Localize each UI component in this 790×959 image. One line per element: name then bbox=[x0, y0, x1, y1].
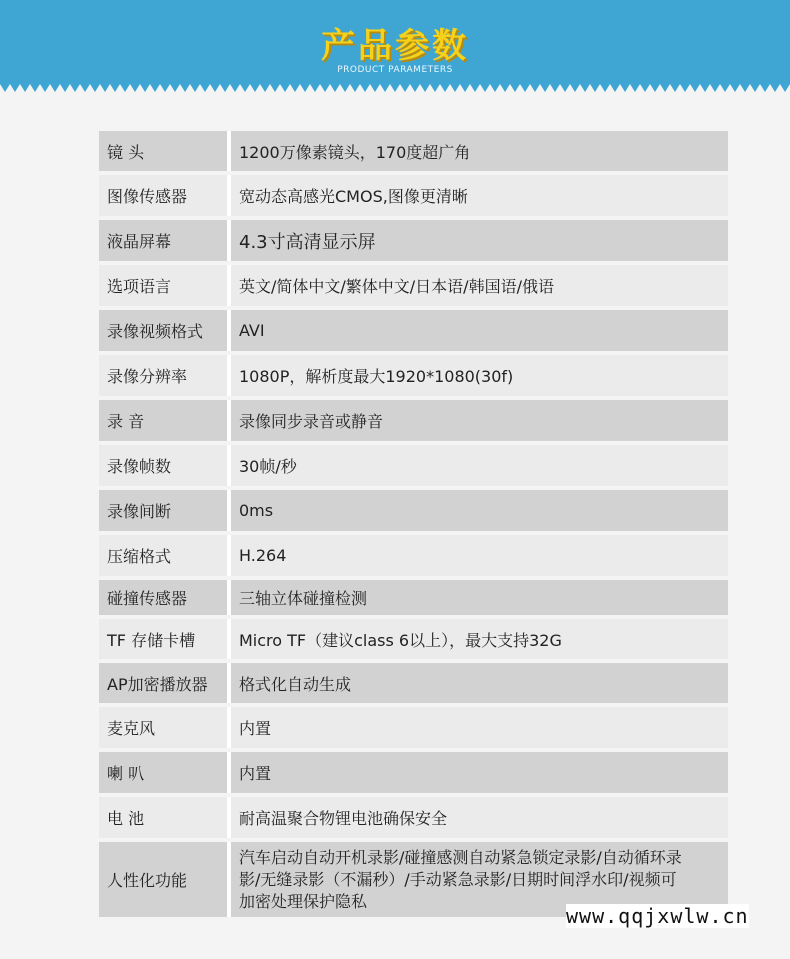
spec-row bbox=[99, 490, 728, 531]
spec-value: 宽动态高感光CMOS,图像更清晰 bbox=[231, 175, 728, 216]
spec-value: Micro TF（建议class 6以上），最大支持32G bbox=[231, 619, 728, 659]
spec-value-line: 汽车启动自动开机录影/碰撞感测自动紧急锁定录影/自动循环录 bbox=[239, 847, 682, 867]
spec-key: 录像分辨率 bbox=[99, 355, 227, 396]
spec-table bbox=[99, 131, 728, 921]
spec-row bbox=[99, 535, 728, 576]
spec-key: 电 池 bbox=[99, 797, 227, 838]
spec-row bbox=[99, 220, 728, 261]
spec-row bbox=[99, 265, 728, 306]
spec-value: 0ms bbox=[231, 490, 728, 531]
spec-value: 格式化自动生成 bbox=[231, 663, 728, 703]
spec-row bbox=[99, 797, 728, 838]
spec-key: 选项语言 bbox=[99, 265, 227, 306]
spec-key: 录像帧数 bbox=[99, 445, 227, 486]
spec-row bbox=[99, 580, 728, 615]
spec-key: 录 音 bbox=[99, 400, 227, 441]
spec-key: AP加密播放器 bbox=[99, 663, 227, 703]
spec-value: H.264 bbox=[231, 535, 728, 576]
spec-key: 图像传感器 bbox=[99, 175, 227, 216]
spec-key: 录像视频格式 bbox=[99, 310, 227, 351]
spec-key: 碰撞传感器 bbox=[99, 580, 227, 615]
spec-key: 液晶屏幕 bbox=[99, 220, 227, 261]
spec-key: 麦克风 bbox=[99, 707, 227, 748]
zigzag-divider bbox=[0, 84, 790, 94]
spec-value-line: 加密处理保护隐私 bbox=[239, 891, 368, 911]
spec-row bbox=[99, 445, 728, 486]
spec-value: 录像同步录音或静音 bbox=[231, 400, 728, 441]
spec-value: 三轴立体碰撞检测 bbox=[231, 580, 728, 615]
spec-row bbox=[99, 355, 728, 396]
spec-value: 1080P，解析度最大1920*1080(30f) bbox=[231, 355, 728, 396]
spec-key: 人性化功能 bbox=[99, 842, 227, 917]
spec-value: 内置 bbox=[231, 752, 728, 793]
spec-key: 压缩格式 bbox=[99, 535, 227, 576]
spec-value: 耐高温聚合物锂电池确保安全 bbox=[231, 797, 728, 838]
banner-title: 产品参数 bbox=[321, 26, 469, 66]
spec-value: 内置 bbox=[231, 707, 728, 748]
spec-row bbox=[99, 310, 728, 351]
spec-value: AVI bbox=[231, 310, 728, 351]
spec-row bbox=[99, 663, 728, 703]
spec-row bbox=[99, 175, 728, 216]
spec-key: 镜 头 bbox=[99, 131, 227, 171]
banner-subtitle: PRODUCT PARAMETERS bbox=[337, 65, 453, 75]
spec-value: 4.3寸高清显示屏 bbox=[231, 220, 728, 261]
spec-value: 30帧/秒 bbox=[231, 445, 728, 486]
spec-row bbox=[99, 400, 728, 441]
spec-value: 英文/简体中文/繁体中文/日本语/韩国语/俄语 bbox=[231, 265, 728, 306]
spec-row bbox=[99, 707, 728, 748]
spec-key: 录像间断 bbox=[99, 490, 227, 531]
watermark-text: www.qqjxwlw.cn bbox=[566, 904, 749, 928]
spec-key: 喇 叭 bbox=[99, 752, 227, 793]
spec-key: TF 存储卡槽 bbox=[99, 619, 227, 659]
spec-value-line: 影/无缝录影（不漏秒）/手动紧急录影/日期时间浮水印/视频可 bbox=[239, 869, 677, 889]
spec-row bbox=[99, 131, 728, 171]
spec-row bbox=[99, 619, 728, 659]
header-banner bbox=[0, 0, 790, 84]
spec-value: 1200万像素镜头，170度超广角 bbox=[231, 131, 728, 171]
spec-row bbox=[99, 752, 728, 793]
